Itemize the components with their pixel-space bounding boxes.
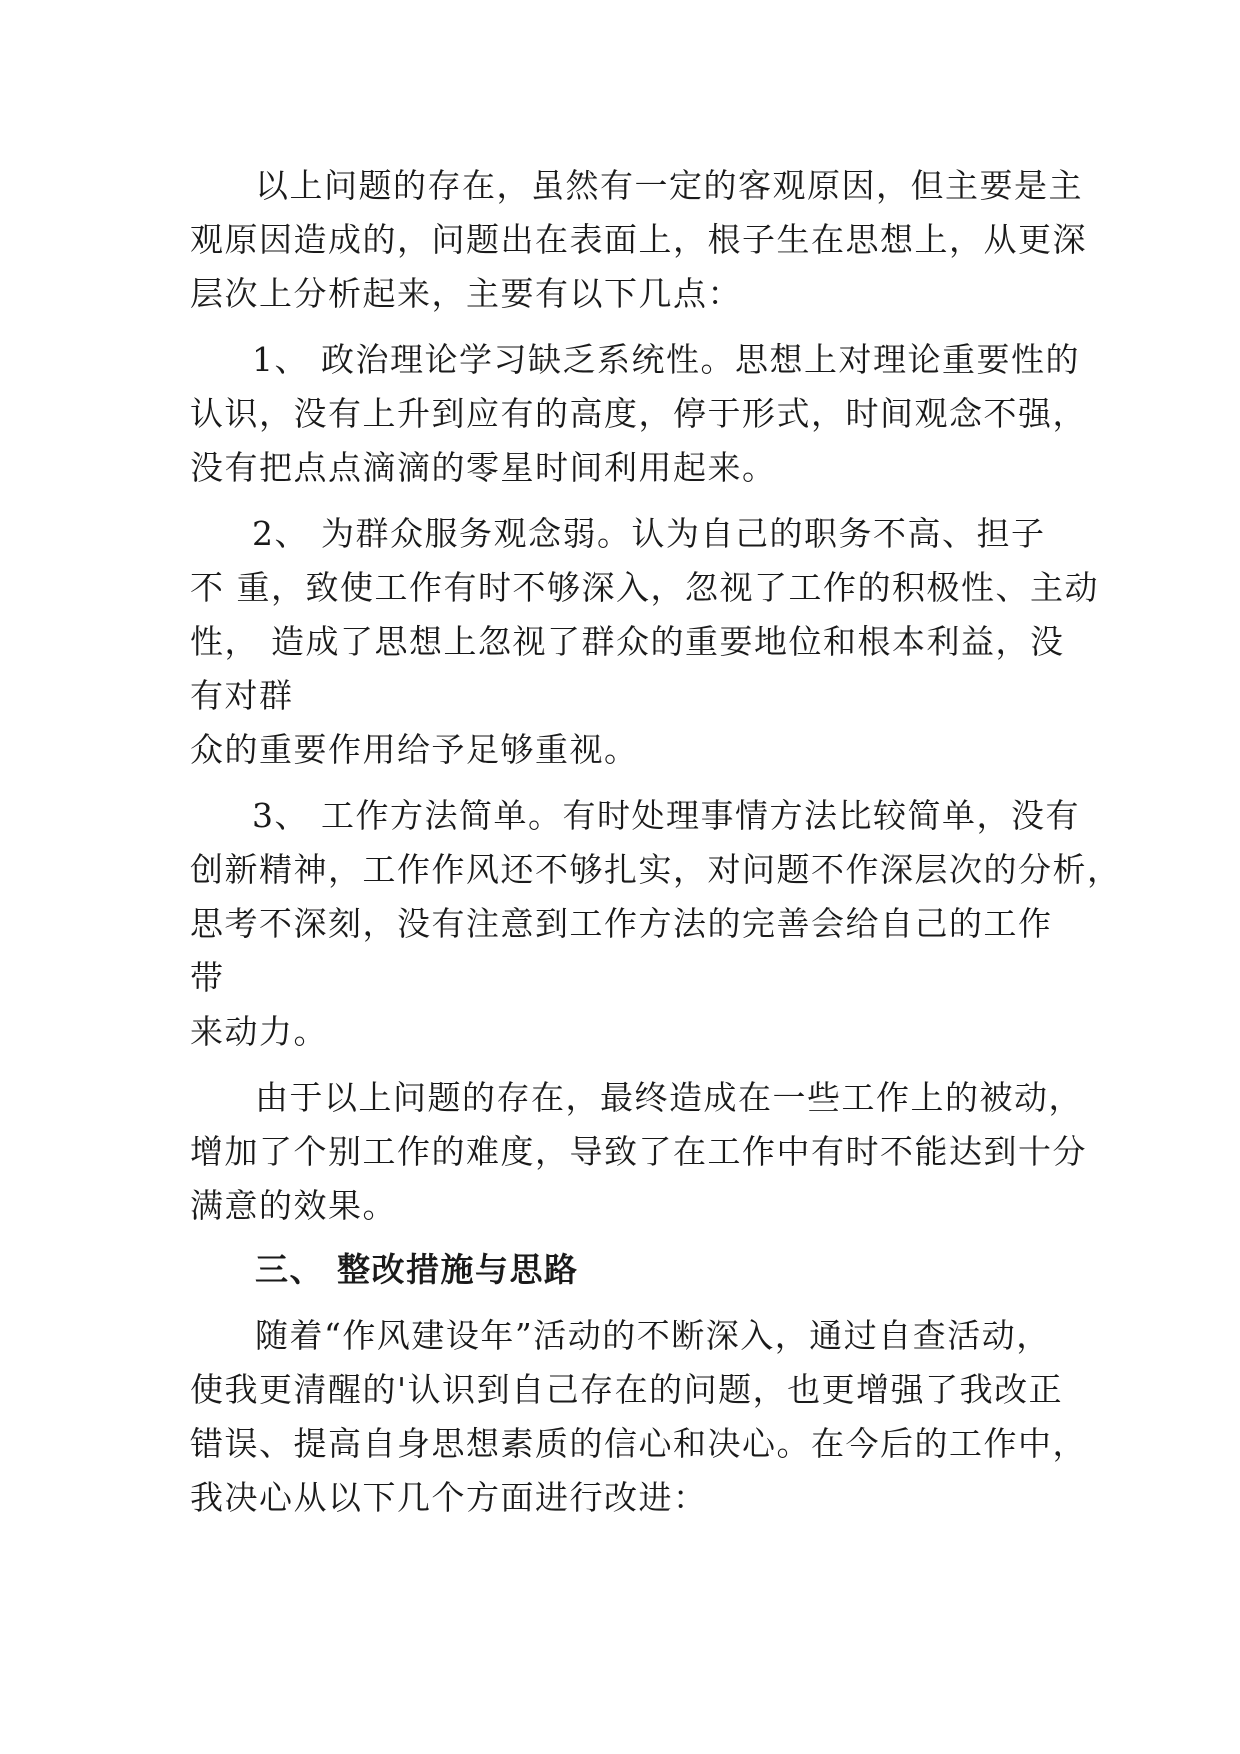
item2-line-1: 2、 为群众服务观念弱。认为自己的职务不高、担子 <box>252 514 1046 553</box>
item1-line-3: 没有把点点滴滴的零星时间利用起来。 <box>190 448 777 487</box>
para2-line-1: 由于以上问题的存在，最终造成在一些工作上的被动， <box>255 1078 1083 1117</box>
section-heading: 三、 整改措施与思路 <box>255 1250 579 1289</box>
item3-line-2: 创新精神，工作作风还不够扎实，对问题不作深层次的分析， <box>190 850 1122 889</box>
item2-line-3: 性， 造成了思想上忽视了群众的重要地位和根本利益，没 <box>190 622 1065 661</box>
item1-line-2: 认识，没有上升到应有的高度，停于形式，时间观念不强， <box>190 394 1087 433</box>
para1-line-3: 层次上分析起来，主要有以下几点： <box>190 274 742 313</box>
item3-line-5: 来动力。 <box>190 1012 328 1051</box>
item3-line-3: 思考不深刻，没有注意到工作方法的完善会给自己的工作 <box>190 904 1053 943</box>
para3-line-2: 使我更清醒的'认识到自己存在的问题，也更增强了我改正 <box>190 1370 1064 1409</box>
para3-line-3: 错误、提高自身思想素质的信心和决心。在今后的工作中， <box>190 1424 1087 1463</box>
item1-line-1: 1、 政治理论学习缺乏系统性。思想上对理论重要性的 <box>252 340 1080 379</box>
para2-line-3: 满意的效果。 <box>190 1186 397 1225</box>
item3-line-4: 带 <box>190 958 225 997</box>
para1-line-1: 以上问题的存在，虽然有一定的客观原因，但主要是主 <box>255 166 1083 205</box>
para3-line-4: 我决心从以下几个方面进行改进： <box>190 1478 708 1517</box>
para2-line-2: 增加了个别工作的难度，导致了在工作中有时不能达到十分 <box>190 1132 1087 1171</box>
item2-line-5: 众的重要作用给予足够重视。 <box>190 730 639 769</box>
item2-line-2: 不 重，致使工作有时不够深入，忽视了工作的积极性、主动 <box>190 568 1099 607</box>
para1-line-2: 观原因造成的，问题出在表面上，根子生在思想上，从更深 <box>190 220 1087 259</box>
item3-line-1: 3、 工作方法简单。有时处理事情方法比较简单，没有 <box>252 796 1080 835</box>
para3-line-1: 随着“作风建设年”活动的不断深入，通过自查活动， <box>255 1316 1051 1355</box>
item2-line-4: 有对群 <box>190 676 294 715</box>
